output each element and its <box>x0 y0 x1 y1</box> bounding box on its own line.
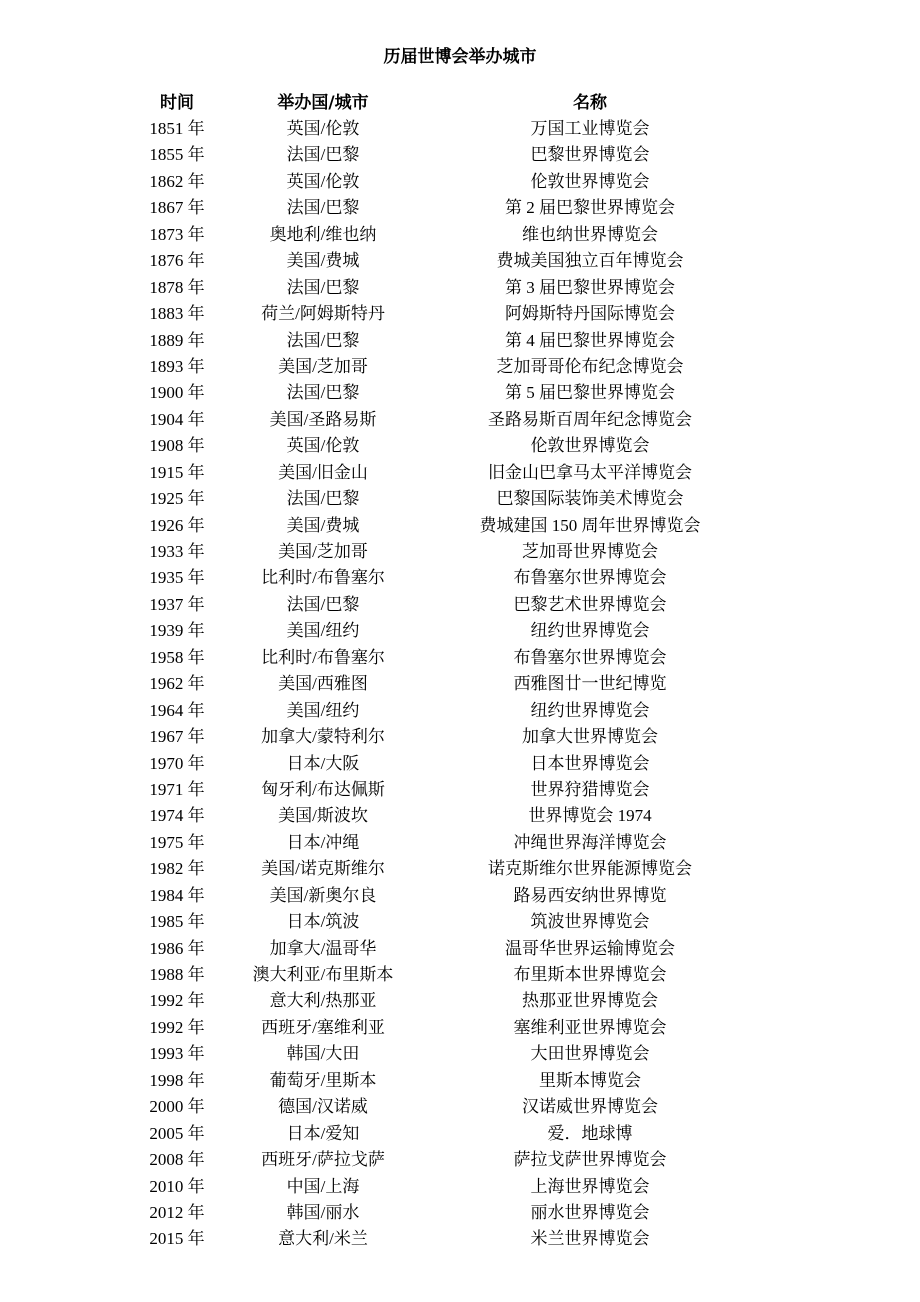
cell-year: 1935 年 <box>149 568 205 588</box>
cell-name: 布里斯本世界博览会 <box>513 965 667 984</box>
cell-city: 美国/芝加哥 <box>278 542 368 561</box>
cell-year: 1971 年 <box>149 779 205 799</box>
table-row <box>0 1041 920 1067</box>
table-row <box>0 751 920 777</box>
cell-year: 1992 年 <box>149 991 205 1011</box>
cell-year: 1855 年 <box>149 145 205 165</box>
cell-city: 加拿大/蒙特利尔 <box>261 727 385 747</box>
cell-name: 布鲁塞尔世界博览会 <box>513 568 667 588</box>
cell-year: 1992 年 <box>149 1017 205 1037</box>
table-row <box>0 803 920 829</box>
table-row <box>0 1147 920 1173</box>
cell-city: 日本/冲绳 <box>286 832 360 852</box>
cell-year: 1889 年 <box>149 330 205 350</box>
table-row <box>0 116 920 142</box>
table-row <box>0 248 920 274</box>
cell-city: 法国/巴黎 <box>286 198 360 218</box>
cell-name: 诺克斯维尔世界能源博览会 <box>488 859 692 879</box>
cell-year: 1988 年 <box>149 965 205 984</box>
cell-city: 英国/伦敦 <box>286 119 360 138</box>
cell-year: 2012 年 <box>149 1202 205 1222</box>
table-row <box>0 169 920 195</box>
cell-name: 世界狩猎博览会 <box>530 779 650 799</box>
table-row <box>0 328 920 354</box>
cell-city: 加拿大/温哥华 <box>269 938 377 958</box>
header-year: 时间 <box>160 93 194 113</box>
table-row <box>0 592 920 618</box>
cell-city: 美国/纽约 <box>286 621 360 641</box>
table-row <box>0 407 920 433</box>
cell-city: 法国/巴黎 <box>286 145 360 165</box>
cell-city: 法国/巴黎 <box>286 489 360 509</box>
table-row <box>0 275 920 301</box>
cell-year: 2010 年 <box>149 1176 205 1196</box>
table-row <box>0 1174 920 1200</box>
cell-name: 费城美国独立百年博览会 <box>496 251 684 271</box>
cell-city: 荷兰/阿姆斯特丹 <box>261 304 385 324</box>
cell-city: 美国/纽约 <box>286 700 360 720</box>
cell-year: 1970 年 <box>149 753 205 773</box>
cell-year: 1883 年 <box>149 304 205 324</box>
cell-name: 伦敦世界博览会 <box>530 171 650 191</box>
table-row <box>0 142 920 168</box>
cell-name: 阿姆斯特丹国际博览会 <box>505 304 675 324</box>
cell-city: 韩国/丽水 <box>286 1202 360 1222</box>
cell-year: 1982 年 <box>149 859 205 879</box>
cell-name: 路易西安纳世界博览 <box>513 885 667 905</box>
cell-year: 1925 年 <box>149 489 205 509</box>
cell-city: 美国/诺克斯维尔 <box>261 859 385 879</box>
cell-name: 第 5 届巴黎世界博览会 <box>505 383 675 403</box>
cell-year: 2000 年 <box>149 1097 205 1117</box>
table-row <box>0 645 920 671</box>
cell-year: 1939 年 <box>149 621 205 641</box>
cell-city: 美国/西雅图 <box>278 674 368 694</box>
cell-name: 上海世界博览会 <box>530 1176 650 1196</box>
cell-city: 匈牙利/布达佩斯 <box>261 779 385 799</box>
table-row <box>0 936 920 962</box>
cell-year: 1851 年 <box>149 119 205 138</box>
cell-city: 西班牙/塞维利亚 <box>261 1017 385 1037</box>
cell-name: 塞维利亚世界博览会 <box>513 1017 667 1037</box>
cell-city: 德国/汉诺威 <box>278 1097 368 1117</box>
table-row <box>0 460 920 486</box>
cell-year: 1937 年 <box>149 594 205 614</box>
cell-year: 1962 年 <box>149 674 205 694</box>
cell-city: 法国/巴黎 <box>286 277 360 297</box>
table-row <box>0 988 920 1014</box>
cell-city: 日本/筑波 <box>286 912 360 932</box>
cell-name: 伦敦世界博览会 <box>530 436 650 456</box>
cell-name: 纽约世界博览会 <box>530 700 650 720</box>
table-header <box>0 90 920 116</box>
cell-name: 热那亚世界博览会 <box>522 991 658 1011</box>
cell-city: 葡萄牙/里斯本 <box>269 1070 377 1090</box>
table-row <box>0 856 920 882</box>
cell-name: 冲绳世界海洋博览会 <box>513 832 667 852</box>
cell-year: 1926 年 <box>149 515 205 535</box>
cell-name: 芝加哥哥伦布纪念博览会 <box>496 356 684 376</box>
table-row <box>0 486 920 512</box>
cell-year: 2005 年 <box>149 1123 205 1143</box>
cell-year: 1933 年 <box>149 542 205 561</box>
cell-city: 美国/旧金山 <box>278 462 368 482</box>
cell-name: 筑波世界博览会 <box>530 912 650 932</box>
cell-city: 意大利/米兰 <box>278 1229 368 1249</box>
cell-name: 圣路易斯百周年纪念博览会 <box>488 409 692 429</box>
cell-name: 日本世界博览会 <box>530 753 650 773</box>
cell-year: 1984 年 <box>149 885 205 905</box>
cell-name: 大田世界博览会 <box>530 1044 650 1064</box>
cell-city: 英国/伦敦 <box>286 436 360 456</box>
cell-year: 1986 年 <box>149 938 205 958</box>
header-city: 举办国/城市 <box>277 93 369 113</box>
cell-name: 芝加哥世界博览会 <box>522 542 658 561</box>
cell-city: 美国/斯波坎 <box>278 806 368 826</box>
cell-city: 日本/爱知 <box>286 1123 360 1143</box>
table-row <box>0 301 920 327</box>
table-row <box>0 1015 920 1041</box>
cell-city: 澳大利亚/布里斯本 <box>252 965 394 984</box>
table-row <box>0 1068 920 1094</box>
cell-name: 米兰世界博览会 <box>530 1229 650 1249</box>
cell-year: 1967 年 <box>149 727 205 747</box>
expo-table <box>0 116 920 1253</box>
table-row <box>0 1121 920 1147</box>
table-row <box>0 777 920 803</box>
cell-city: 意大利/热那亚 <box>269 991 377 1011</box>
cell-city: 比利时/布鲁塞尔 <box>261 647 385 667</box>
cell-name: 第 3 届巴黎世界博览会 <box>505 277 675 297</box>
cell-name: 温哥华世界运输博览会 <box>505 938 675 958</box>
cell-name: 巴黎艺术世界博览会 <box>513 594 667 614</box>
cell-city: 比利时/布鲁塞尔 <box>261 568 385 588</box>
cell-year: 1904 年 <box>149 409 205 429</box>
cell-name: 维也纳世界博览会 <box>522 224 658 244</box>
cell-name: 巴黎国际装饰美术博览会 <box>496 489 684 509</box>
table-row <box>0 1094 920 1120</box>
cell-name: 万国工业博览会 <box>530 119 650 138</box>
table-row <box>0 380 920 406</box>
cell-year: 1873 年 <box>149 224 205 244</box>
cell-name: 巴黎世界博览会 <box>530 145 650 165</box>
cell-city: 韩国/大田 <box>286 1044 360 1064</box>
cell-year: 1876 年 <box>149 251 205 271</box>
cell-year: 1867 年 <box>149 198 205 218</box>
cell-year: 1985 年 <box>149 912 205 932</box>
cell-name: 费城建国 150 周年世界博览会 <box>479 515 701 535</box>
cell-city: 法国/巴黎 <box>286 594 360 614</box>
cell-name: 第 4 届巴黎世界博览会 <box>505 330 675 350</box>
cell-city: 日本/大阪 <box>286 753 360 773</box>
cell-name: 布鲁塞尔世界博览会 <box>513 647 667 667</box>
cell-year: 1908 年 <box>149 436 205 456</box>
table-row <box>0 909 920 935</box>
table-row <box>0 195 920 221</box>
table-row <box>0 433 920 459</box>
cell-city: 法国/巴黎 <box>286 383 360 403</box>
table-row <box>0 698 920 724</box>
cell-name: 里斯本博览会 <box>539 1070 641 1090</box>
cell-year: 1900 年 <box>149 383 205 403</box>
cell-city: 美国/圣路易斯 <box>269 409 377 429</box>
table-row <box>0 830 920 856</box>
cell-name: 旧金山巴拿马太平洋博览会 <box>488 462 692 482</box>
table-row <box>0 618 920 644</box>
cell-city: 美国/新奥尔良 <box>269 885 377 905</box>
cell-city: 西班牙/萨拉戈萨 <box>261 1150 385 1170</box>
header-name: 名称 <box>573 93 607 113</box>
table-row <box>0 962 920 988</box>
table-row <box>0 539 920 565</box>
cell-year: 1974 年 <box>149 806 205 826</box>
cell-city: 美国/费城 <box>286 515 360 535</box>
cell-year: 1964 年 <box>149 700 205 720</box>
table-row <box>0 1200 920 1226</box>
table-row <box>0 1226 920 1252</box>
cell-name: 纽约世界博览会 <box>530 621 650 641</box>
cell-city: 中国/上海 <box>286 1176 360 1196</box>
table-row <box>0 883 920 909</box>
cell-name: 西雅图廿一世纪博览 <box>513 674 667 694</box>
table-row <box>0 724 920 750</box>
cell-name: 世界博览会 1974 <box>528 806 652 826</box>
cell-city: 英国/伦敦 <box>286 171 360 191</box>
cell-name: 萨拉戈萨世界博览会 <box>513 1150 667 1170</box>
table-row <box>0 513 920 539</box>
cell-city: 法国/巴黎 <box>286 330 360 350</box>
cell-name: 丽水世界博览会 <box>530 1202 650 1222</box>
cell-year: 1998 年 <box>149 1070 205 1090</box>
cell-year: 1993 年 <box>149 1044 205 1064</box>
cell-city: 美国/芝加哥 <box>278 356 368 376</box>
cell-year: 1958 年 <box>149 647 205 667</box>
cell-city: 奥地利/维也纳 <box>269 224 377 244</box>
cell-name: 第 2 届巴黎世界博览会 <box>505 198 675 218</box>
cell-name: 汉诺威世界博览会 <box>522 1097 658 1117</box>
cell-year: 1915 年 <box>149 462 205 482</box>
cell-year: 1893 年 <box>149 356 205 376</box>
cell-year: 1975 年 <box>149 832 205 852</box>
table-row <box>0 354 920 380</box>
cell-year: 2015 年 <box>149 1229 205 1249</box>
cell-name: 加拿大世界博览会 <box>522 727 658 747</box>
table-row <box>0 671 920 697</box>
cell-year: 2008 年 <box>149 1150 205 1170</box>
cell-year: 1862 年 <box>149 171 205 191</box>
table-row <box>0 222 920 248</box>
cell-city: 美国/费城 <box>286 251 360 271</box>
table-row <box>0 565 920 591</box>
cell-year: 1878 年 <box>149 277 205 297</box>
page-title: 历届世博会举办城市 <box>383 47 537 67</box>
cell-name: 爱．地球博 <box>547 1123 633 1143</box>
